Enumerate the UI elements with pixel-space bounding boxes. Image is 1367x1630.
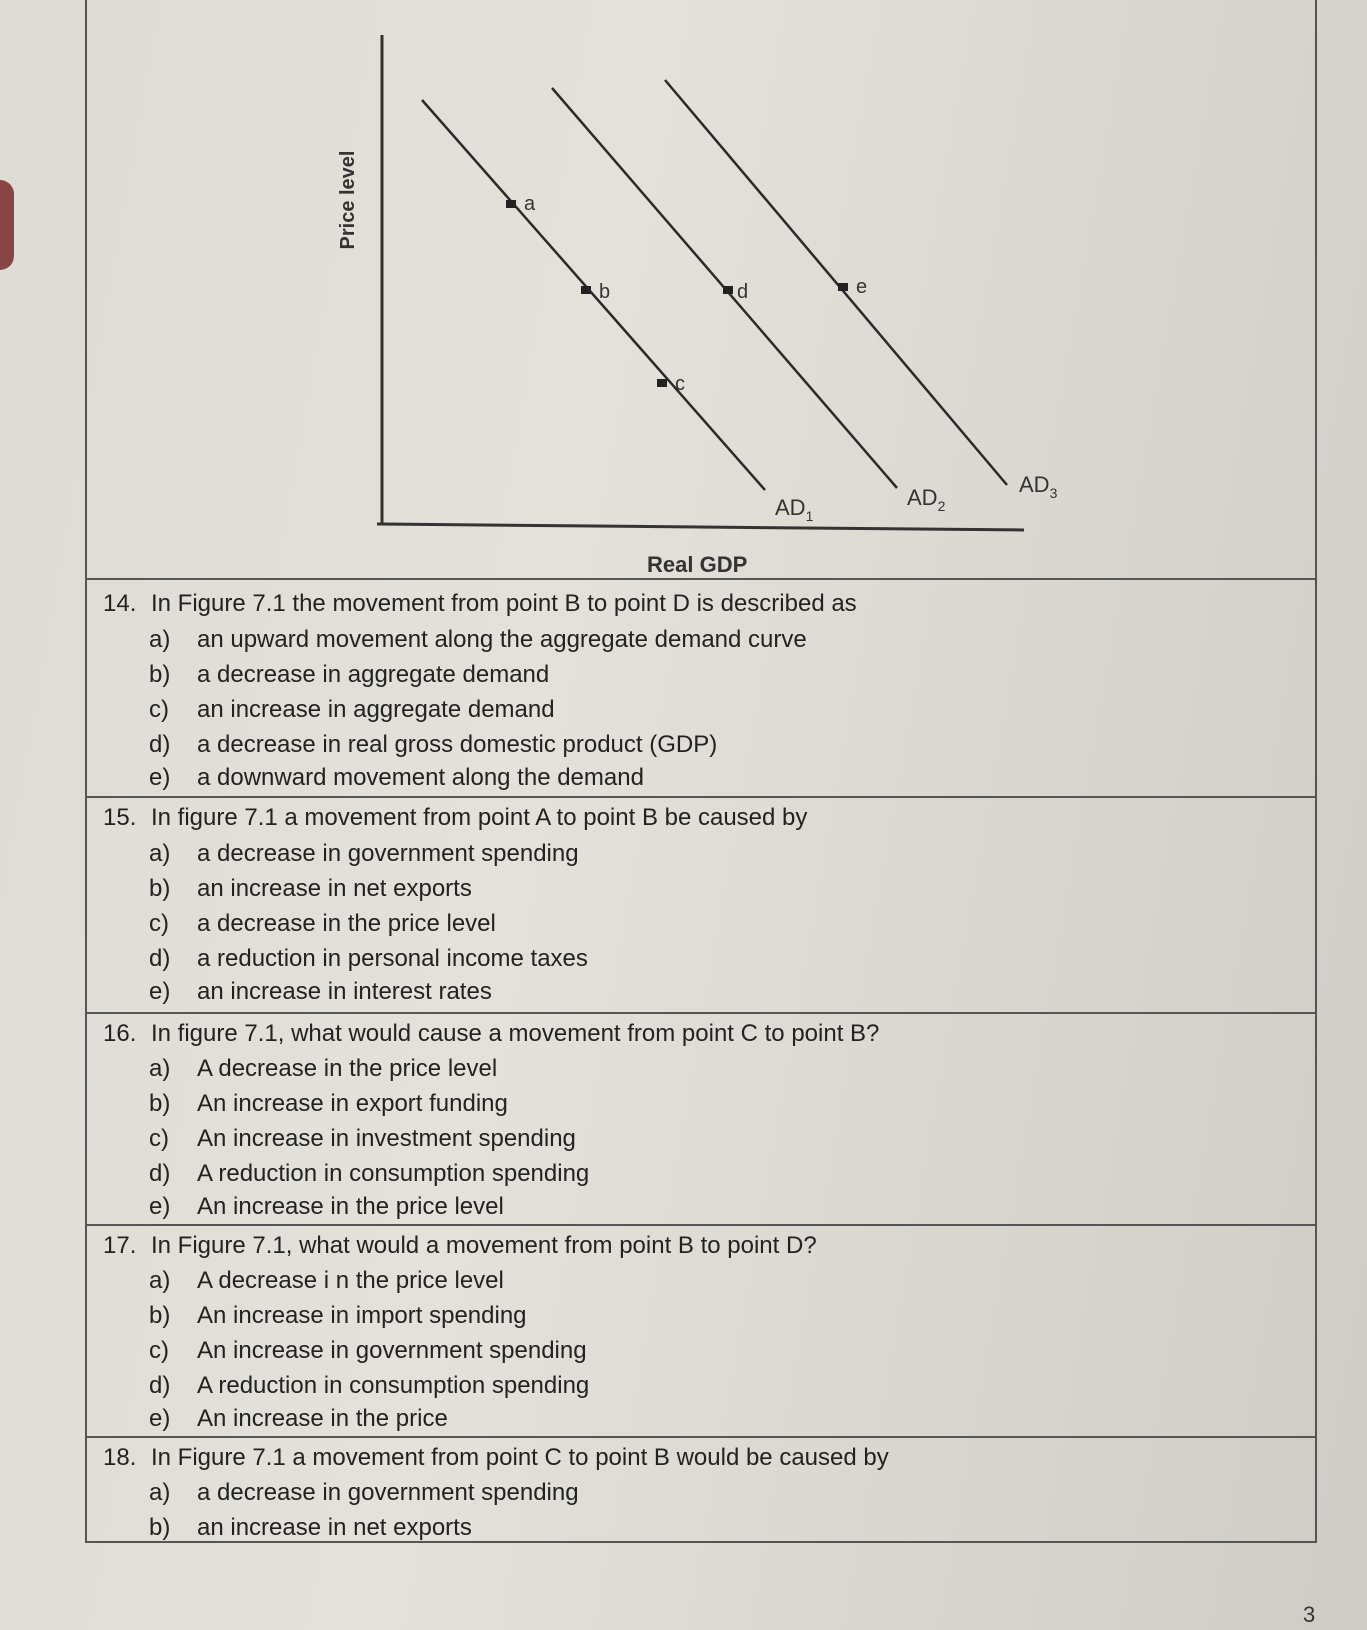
point-b-marker bbox=[581, 286, 591, 294]
point-d-label: d bbox=[737, 281, 749, 303]
y-axis-label: Price level bbox=[337, 150, 359, 250]
option-e[interactable]: e) An increase in the price level bbox=[149, 1193, 504, 1220]
point-a-marker bbox=[506, 200, 516, 208]
option-c[interactable]: c) An increase in government spending bbox=[149, 1337, 587, 1364]
option-c[interactable]: c) a decrease in the price level bbox=[149, 910, 496, 937]
ad1-label: $AD_1$ bbox=[775, 495, 814, 524]
point-c-marker bbox=[657, 379, 667, 387]
figure-7-1 bbox=[87, 0, 1315, 580]
option-d[interactable]: d) a decrease in real gross domestic product (GDP) bbox=[149, 731, 718, 758]
x-axis-label: Real GDP bbox=[647, 552, 748, 577]
point-b-label: b bbox=[599, 281, 611, 303]
page-number: 3 bbox=[1303, 1602, 1316, 1627]
option-a[interactable]: a) A decrease in the price level bbox=[149, 1055, 498, 1082]
option-c[interactable]: c) an increase in aggregate demand bbox=[149, 696, 555, 723]
question-table bbox=[85, 0, 1317, 1543]
ad-graph bbox=[87, 0, 1315, 580]
option-d[interactable]: d) a reduction in personal income taxes bbox=[149, 945, 588, 972]
point-c-label: c bbox=[675, 373, 685, 395]
option-a[interactable]: a) a decrease in government spending bbox=[149, 840, 579, 867]
point-a-label: a bbox=[524, 193, 536, 215]
option-c[interactable]: c) An increase in investment spending bbox=[149, 1125, 576, 1152]
question-16 bbox=[87, 1014, 1315, 1226]
question-15 bbox=[87, 798, 1315, 1014]
question-stem: 16. In figure 7.1, what would cause a movement from point C to point B? bbox=[103, 1020, 880, 1047]
option-e[interactable]: e) An increase in the price bbox=[149, 1405, 448, 1432]
point-d-marker bbox=[723, 286, 733, 294]
option-a[interactable]: a) an upward movement along the aggregate demand curve bbox=[149, 626, 807, 653]
option-d[interactable]: d) A reduction in consumption spending bbox=[149, 1160, 590, 1187]
binder-edge bbox=[0, 180, 14, 270]
option-a[interactable]: a) A decrease i n the price level bbox=[149, 1267, 504, 1294]
ad3-label: $AD_3$ bbox=[1019, 472, 1058, 501]
question-stem: 17. In Figure 7.1, what would a movement from point B to point D? bbox=[103, 1232, 817, 1259]
option-d[interactable]: d) A reduction in consumption spending bbox=[149, 1372, 590, 1399]
option-a[interactable]: a) a decrease in government spending bbox=[149, 1479, 579, 1506]
point-e-marker bbox=[838, 283, 848, 291]
ad1-curve bbox=[422, 100, 765, 490]
option-b[interactable]: b) an increase in net exports bbox=[149, 1514, 472, 1541]
option-e[interactable]: e) an increase in interest rates bbox=[149, 978, 492, 1005]
option-b[interactable]: b) An increase in import spending bbox=[149, 1302, 527, 1329]
question-18 bbox=[87, 1438, 1315, 1541]
option-b[interactable]: b) an increase in net exports bbox=[149, 875, 472, 902]
ad2-label: $AD_2$ bbox=[907, 485, 946, 514]
question-stem: 18. In Figure 7.1 a movement from point C to point B would be caused by bbox=[103, 1444, 889, 1471]
question-stem: 15. In figure 7.1 a movement from point A to point B be caused by bbox=[103, 804, 808, 831]
point-e-label: e bbox=[856, 276, 868, 298]
option-b[interactable]: b) An increase in export funding bbox=[149, 1090, 508, 1117]
option-e[interactable]: e) a downward movement along the demand bbox=[149, 764, 644, 791]
ad3-curve bbox=[665, 80, 1007, 485]
question-14 bbox=[87, 580, 1315, 798]
question-stem: 14. In Figure 7.1 the movement from point B to point D is described as bbox=[103, 590, 857, 617]
question-17 bbox=[87, 1226, 1315, 1438]
option-b[interactable]: b) a decrease in aggregate demand bbox=[149, 661, 550, 688]
x-axis bbox=[377, 524, 1024, 530]
